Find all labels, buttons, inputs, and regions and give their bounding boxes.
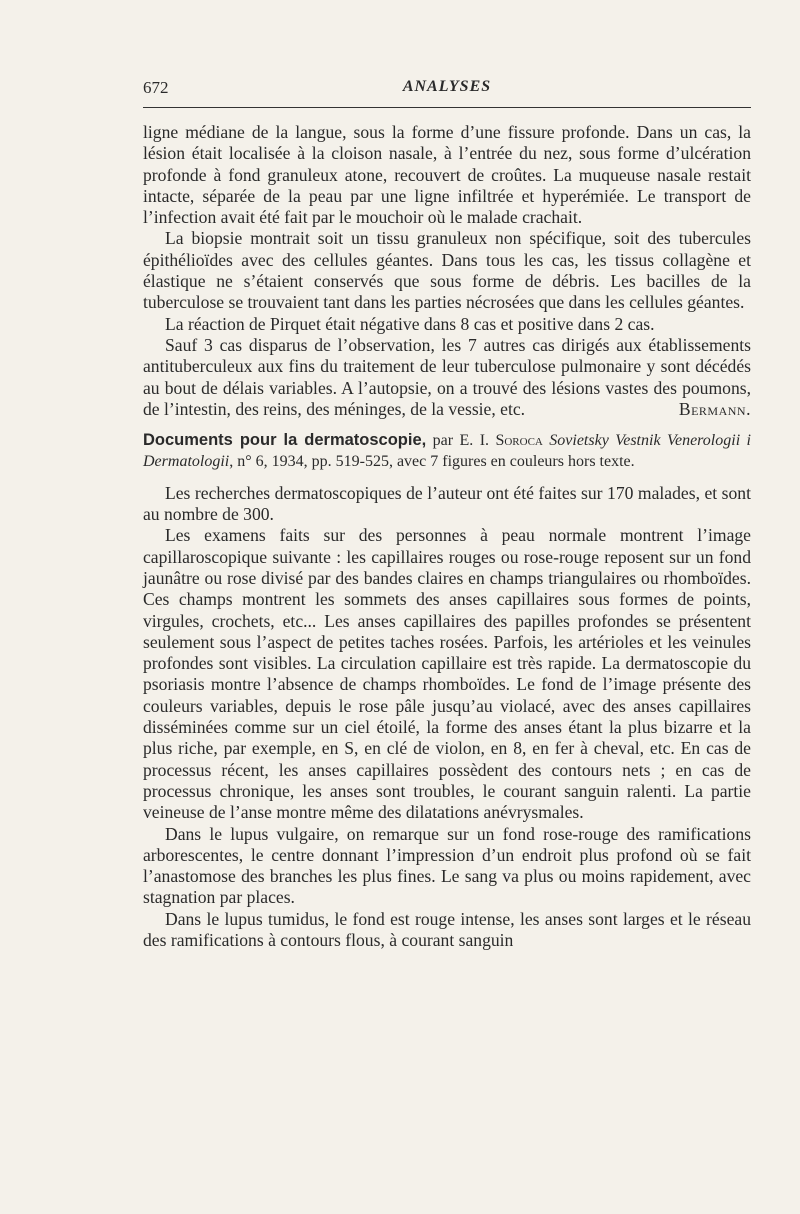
section-by: par E. I.: [426, 432, 496, 450]
paragraph-continued: ligne médiane de la langue, sous la forme d’une fissure profonde. Dans un cas, la lésion était localisée à la cloison nasale, à l’entrée du nez, sous forme d’ulcération profonde à fond granuleux atone, recouvert de croûtes. La muqueuse nasale restait intacte, séparée de la peau par une ligne infiltrée et hyperémiée. Le transport de l’infection avait été fait par le mouchoir où le malade crachait.: [143, 122, 751, 228]
paragraph-normal-skin: Les examens faits sur des personnes à peau normale montrent l’image capillaroscopique suivante : les capillaires rouges ou rose-rouge reposent sur un fond jaunâtre ou rose divisé par des bandes claires en champs triangulaires ou rhomboïdes. Ces champs montrent les sommets des anses capillaires sous formes de points, virgules, crochets, etc... Les anses capillaires des papilles profondes se présentent seulement sous l’aspect de petites taches rosées. Parfois, les artérioles et les veinules profondes sont visibles. La circulation capillaire est très rapide. La dermatoscopie du psoriasis montre l’absence de champs rhomboïdes. Le fond de l’image présente des couleurs variables, depuis le rose pâle jusqu’au violacé, avec des anses capillaires disséminées comme sur un ciel étoilé, la forme des anses étant la plus bizarre et la plus riche, par exemple, en S, en clé de violon, en 8, en fer à cheval, etc. En cas de processus récent, les anses capillaires possèdent des contours nets ; en cas de processus chronique, les anses sont troubles, le courant sanguin ralenti. La partie veineuse de l’anse montre même des dilatations anévrysmales.: [143, 525, 751, 823]
page: [143, 78, 751, 950]
section-journal: Sovietsky Vestnik Venerologii i Dermatologii: [143, 432, 751, 471]
paragraph-outcome-text: Sauf 3 cas disparus de l’observation, les 7 autres cas dirigés aux établissements antituberculeux aux fins du traitement de leur tuberculose pulmonaire y sont décédés au bout de délais variables. A l’autopsie, on a trouvé des lésions vastes des poumons, de l’intestin, des reins, des méninges, de la vessie, etc.: [143, 334, 751, 419]
page-header: [143, 78, 751, 106]
paragraph-pirquet: La réaction de Pirquet était négative dans 8 cas et positive dans 2 cas.: [165, 313, 655, 334]
article-body: [143, 122, 751, 951]
section-heading: [143, 430, 751, 473]
paragraph-biopsy: La biopsie montrait soit un tissu granuleux non spécifique, soit des tubercules épithélioïdes avec des cellules géantes. Dans tous les cas, les tissus collagène et élastique ne s’étaient conservés que sous forme de débris. Les bacilles de la tuberculose se trouvaient tant dans les parties nécrosées que dans les cellules géantes.: [143, 228, 751, 313]
paragraph-outcome: [143, 335, 751, 420]
paragraph-lupus-vulgaris: Dans le lupus vulgaire, on remarque sur un fond rose-rouge des ramifications arborescentes, le centre donnant l’impression d’un endroit plus profond où se fait l’anastomose des branches les plus fines. Le sang va plus ou moins rapidement, avec stagnation par places.: [143, 823, 751, 908]
reviewer-signature: Bermann.: [678, 398, 751, 419]
running-title: ANALYSES: [402, 78, 492, 95]
section-author: Soroca: [495, 432, 543, 450]
page-number: 672: [143, 78, 169, 97]
paragraph-research: Les recherches dermatoscopiques de l’auteur ont été faites sur 170 malades, et sont au nombre de 300.: [143, 482, 751, 525]
section-title: Documents pour la dermatoscopie,: [143, 431, 427, 450]
section-details: , n° 6, 1934, pp. 519-525, avec 7 figures en couleurs hors texte.: [229, 453, 635, 471]
header-rule: [143, 107, 751, 108]
paragraph-lupus-tumidus: Dans le lupus tumidus, le fond est rouge intense, les anses sont larges et le réseau des ramifications à contours flous, à courant sanguin: [143, 908, 751, 950]
